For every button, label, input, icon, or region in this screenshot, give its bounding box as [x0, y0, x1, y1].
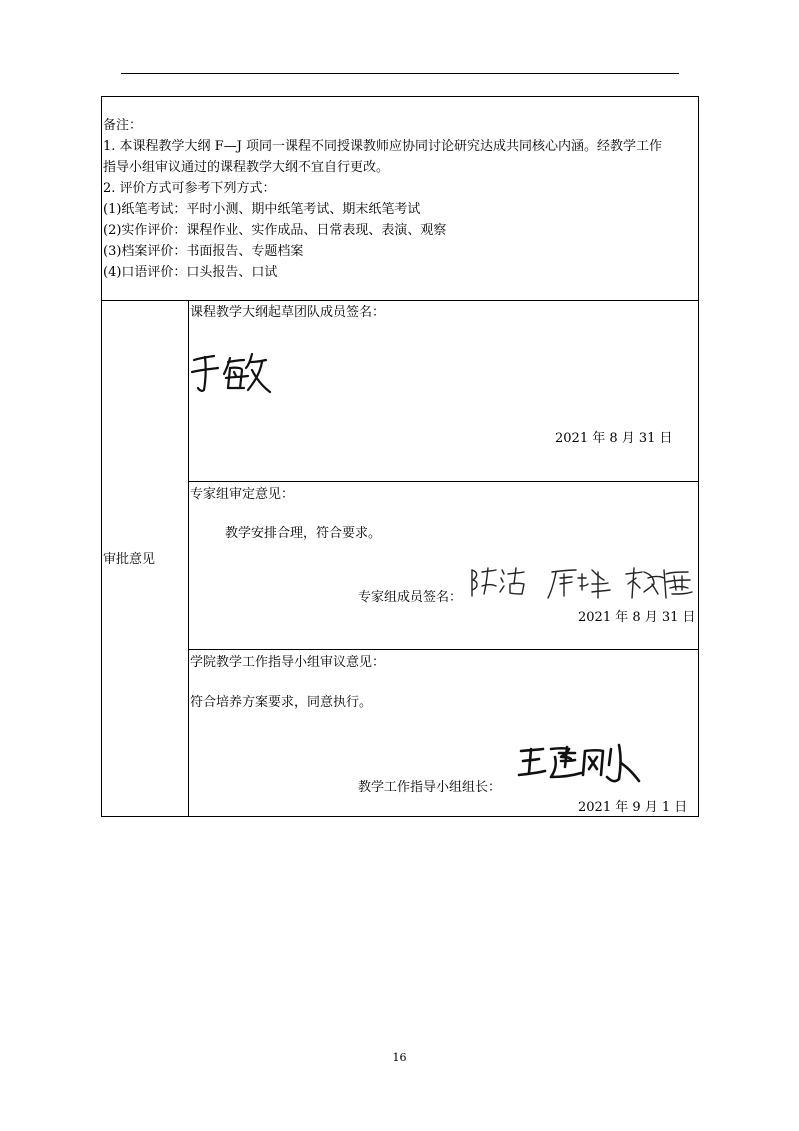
expert-title: 专家组审定意见： [190, 487, 295, 502]
label-column-divider [188, 300, 189, 816]
row-divider [188, 649, 698, 650]
notes-heading: 备注： [103, 118, 143, 133]
page-number: 16 [392, 1051, 407, 1064]
table-divider [102, 300, 698, 301]
college-title: 学院教学工作指导小组审议意见： [190, 655, 386, 670]
approval-label: 审批意见 [103, 552, 156, 567]
notes-line: 1. 本课程教学大纲 F—J 项同一课程不同授课教师应协同讨论研究达成共同核心内涵。经教学工作 [103, 139, 663, 154]
notes-list-item: (3)档案评价：书面报告、专题档案 [103, 244, 304, 259]
expert-date: 2021 年 8 月 31 日 [578, 610, 696, 625]
drafting-title: 课程教学大纲起草团队成员签名： [190, 305, 386, 320]
notes-list-item: (1)纸笔考试：平时小测、期中纸笔考试、期末纸笔考试 [103, 202, 421, 217]
college-sign-label: 教学工作指导小组组长： [358, 780, 502, 795]
college-signature [517, 743, 647, 793]
college-date: 2021 年 9 月 1 日 [578, 800, 688, 815]
college-opinion: 符合培养方案要求，同意执行。 [190, 695, 373, 710]
header-rule [121, 73, 679, 74]
notes-list-item: (4)口语评价：口头报告、口试 [103, 265, 278, 280]
notes-line: 2. 评价方式可参考下列方式： [103, 181, 276, 196]
drafting-signature [190, 348, 280, 402]
notes-line: 指导小组审议通过的课程教学大纲不宜自行更改。 [103, 160, 390, 175]
notes-list-item: (2)实作评价：课程作业、实作成品、日常表现、表演、观察 [103, 223, 447, 238]
expert-signatures [468, 564, 698, 608]
row-divider [188, 481, 698, 482]
expert-sign-label: 专家组成员签名： [358, 590, 463, 605]
drafting-date: 2021 年 8 月 31 日 [555, 431, 673, 446]
expert-opinion: 教学安排合理，符合要求。 [225, 526, 382, 541]
